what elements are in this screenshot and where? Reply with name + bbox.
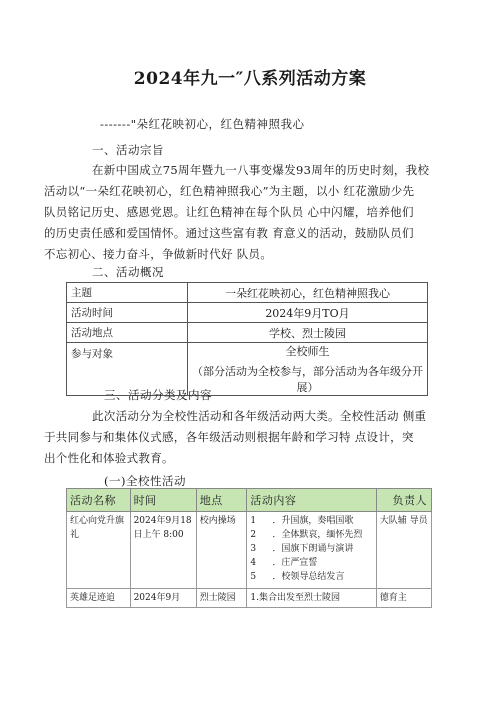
overview-value: 学校、烈士陵园 bbox=[188, 323, 428, 343]
table-row bbox=[67, 589, 432, 608]
step-number: 4 bbox=[250, 558, 257, 568]
overview-key: 活动地点 bbox=[67, 323, 188, 343]
activity-step bbox=[250, 528, 372, 542]
step-number: 1 bbox=[250, 516, 257, 526]
activity-step bbox=[250, 570, 372, 584]
section-heading-schoolwide: (一)全校性活动 bbox=[104, 474, 186, 488]
activity-time: 2024年9月18日上午 8:00 bbox=[130, 512, 196, 589]
activity-content bbox=[247, 512, 376, 589]
section-heading-overview: 二、活动概况 bbox=[92, 265, 164, 279]
participants-note: （部分活动为全校参与，部分活动为各年级分开展） bbox=[192, 365, 423, 394]
step-text: ．全体默哀，缅怀先烈 bbox=[272, 530, 363, 540]
activity-step bbox=[250, 556, 372, 570]
step-text: ．国旗下朗诵与演讲 bbox=[272, 544, 354, 554]
table-header-row bbox=[67, 489, 432, 512]
table-row bbox=[67, 323, 428, 343]
paragraph-line: 队员铭记历史、感恩党恩。让红色精神在每个队员 心中闪耀，培养他们 bbox=[44, 205, 414, 219]
column-header: 地点 bbox=[196, 489, 247, 512]
paragraph-line: 于共同参与和集体仪式感，各年级活动则根据年龄和学习特 点设计，突 bbox=[44, 430, 414, 444]
section-heading-purpose: 一、活动宗旨 bbox=[92, 143, 164, 157]
paragraph-line: 在新中国成立75周年暨九一八事变爆发93周年的历史时刻，我校 bbox=[92, 163, 430, 177]
step-text: ．升国旗，奏唱国歌 bbox=[272, 516, 354, 526]
participants-value: 全校师生 bbox=[285, 345, 330, 358]
overview-table bbox=[66, 282, 428, 396]
step-text: 集合出发至烈士陵园 bbox=[258, 593, 340, 603]
paragraph-line: 不忘初心、接力奋斗，争做新时代好 队员。 bbox=[44, 247, 273, 261]
paragraph-line: 活动以“一朵红花映初心，红色精神照我心”为主题，以小 红花激励少先 bbox=[44, 184, 415, 198]
table-row bbox=[67, 512, 432, 589]
column-header: 时间 bbox=[130, 489, 196, 512]
step-number: 1. bbox=[250, 593, 259, 603]
overview-key: 活动时间 bbox=[67, 303, 188, 323]
step-number: 3 bbox=[250, 544, 257, 554]
overview-key: 参与对象 bbox=[67, 343, 188, 396]
column-header: 负责人 bbox=[376, 489, 431, 512]
overview-value: 一朵红花映初心，红色精神照我心 bbox=[188, 283, 428, 303]
overview-value: 2024年9月TO月 bbox=[188, 303, 428, 323]
step-number: 5 bbox=[250, 572, 257, 582]
activity-owner: 德育主 bbox=[376, 589, 431, 608]
activities-table bbox=[66, 488, 432, 608]
section-heading-categories: 三、活动分类及内容 bbox=[104, 388, 212, 402]
activity-place: 校内操场 bbox=[196, 512, 247, 589]
activity-time: 2024年9月 bbox=[130, 589, 196, 608]
activity-name: 英雄足迹追 bbox=[67, 589, 131, 608]
activity-step bbox=[250, 542, 372, 556]
step-number: 2 bbox=[250, 530, 257, 540]
overview-key: 主题 bbox=[67, 283, 188, 303]
document-title: 2024年九一″八系列活动方案 bbox=[133, 69, 367, 89]
step-text: ．庄严宣誓 bbox=[272, 558, 318, 568]
document-subtitle: -------"朵红花映初心，红色精神照我心 bbox=[100, 117, 305, 131]
column-header: 活动内容 bbox=[247, 489, 376, 512]
table-row bbox=[67, 283, 428, 303]
step-text: ．校领导总结发言 bbox=[272, 572, 345, 582]
categories-paragraph bbox=[44, 406, 434, 469]
paragraph-line: 此次活动分为全校性活动和各年级活动两大类。全校性活动 侧重 bbox=[92, 409, 427, 423]
purpose-paragraph bbox=[44, 160, 434, 265]
activity-name: 红心向党升旗礼 bbox=[67, 512, 131, 589]
activity-step bbox=[250, 591, 372, 605]
paragraph-line: 的历史责任感和爱国情怀。通过这些富有教 育意义的活动，鼓励队员们 bbox=[44, 226, 414, 240]
activity-place: 烈士陵园 bbox=[196, 589, 247, 608]
overview-value bbox=[188, 343, 428, 396]
activity-step bbox=[250, 514, 372, 528]
activity-content bbox=[247, 589, 376, 608]
column-header: 活动名称 bbox=[67, 489, 131, 512]
paragraph-line: 出个性化和体验式教育。 bbox=[44, 451, 174, 465]
activity-owner: 大队辅 导员 bbox=[376, 512, 431, 589]
table-row bbox=[67, 303, 428, 323]
